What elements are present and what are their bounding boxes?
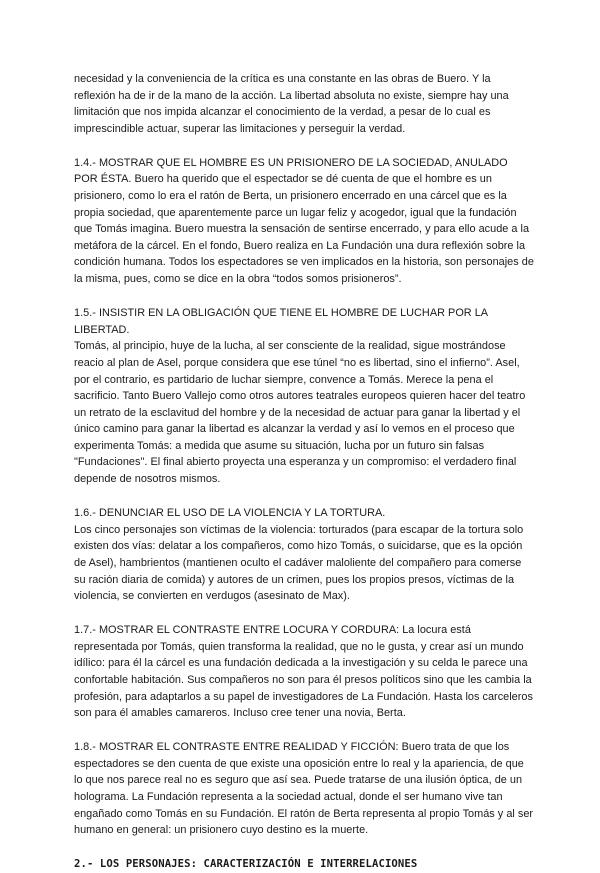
section-title-2: 2.- LOS PERSONAJES: CARACTERIZACIÓN E INTERRELACIONES	[74, 858, 418, 871]
paragraph-1-4	[74, 155, 534, 288]
paragraph-intro: necesidad y la conveniencia de la crítica es una constante en las obras de Buero. Y la reflexión ha de ir de la mano de la acción. La libertad absoluta no existe, siempre hay una limitación que nos impida alcanzar el conocimiento de la verdad, a pesar de lo cual es imprescindible actuar, superar las limitaciones y perseguir la verdad.	[74, 73, 509, 135]
heading-1-8: 1.8.- MOSTRAR EL CONTRASTE ENTRE REALIDAD Y FICCIÓN:	[74, 741, 399, 754]
body-1-4: Buero ha querido que el espectador se dé cuenta de que el hombre es un prisionero, como lo era el ratón de Berta, un prisionero encerrado en una cárcel que es la propia sociedad, que aparentemente parce un lugar feliz y acogedor, igual que la fundación que Tomás imagina. Buero muestra la sensación de sentirse encerrado, y para ello acude a la metáfora de la cárcel. En el fondo, Buero realiza en La Fundación una dura reflexión sobre la condición humana. Todos los espectadores se ven implicados en la historia, son personajes de la misma, pues, como se dice en la obra “todos somos prisioneros”.	[74, 173, 534, 286]
paragraph-1-5	[74, 305, 534, 488]
heading-1-4: 1.4.- MOSTRAR QUE EL HOMBRE ES UN PRISIONERO DE LA SOCIEDAD, ANULADO POR ÉSTA.	[74, 156, 508, 186]
paragraph-1-7	[74, 622, 534, 722]
heading-1-7: 1.7.- MOSTRAR EL CONTRASTE ENTRE LOCURA Y CORDURA:	[74, 624, 400, 637]
paragraph-1-6	[74, 505, 534, 605]
body-1-8: Buero trata de que los espectadores se den cuenta de que existe una oposición entre lo real y la apariencia, de que lo que nos parece real no es seguro que así sea. Puede tratarse de una ilusión óptica, de un holograma. La Fundación representa a la sociedad actual, donde el ser humano vive tan engañado como Tomás en su Fundación. El ratón de Berta representa al propio Tomás y al ser humano en general: un prisionero cuyo destino es la muerte.	[74, 741, 534, 837]
paragraph-1-8	[74, 739, 534, 839]
body-1-6: Los cinco personajes son víctimas de la violencia: torturados (para escapar de la tortura solo existen dos vías: delatar a los compañeros, como hizo Tomás, o suicidarse, que es la opción de Asel), hambrientos (mantienen oculto el cadáver maloliente del compañero para comerse su ración diaria de comida) y autores de un crimen, pues los propios presos, víctimas de la violencia, se convierten en verdugos (asesinato de Max).	[74, 523, 524, 603]
body-1-7: La locura está representada por Tomás, quien transforma la realidad, que no le gusta, y crear así un mundo idílico: para él la cárcel es una fundación dedicada a la investigación y su celda le parece una confortable habitación. Sus compañeros no son para él presos políticos sino que les cambia la profesión, para adaptarlos a su papel de investigadores de La Fundación. Hasta los carceleros son para él amables camareros. Incluso cree tener una novia, Berta.	[74, 624, 533, 720]
heading-1-5: 1.5.- INSISTIR EN LA OBLIGACIÓN QUE TIENE EL HOMBRE DE LUCHAR POR LA LIBERTAD.	[74, 307, 488, 336]
heading-1-6: 1.6.- DENUNCIAR EL USO DE LA VIOLENCIA Y LA TORTURA.	[74, 507, 386, 520]
document-page	[74, 71, 534, 873]
body-1-5: Tomás, al principio, huye de la lucha, al ser consciente de la realidad, sigue mostrándose reacio al plan de Asel, porque considera que ese túnel “no es libertad, sino el infierno”. Asel, por el contrario, es partidario de luchar siempre, convence a Tomás. Merece la pena el sacrificio. Tanto Buero Vallejo como otros autores teatrales europeos quieren hacer del teatro un retrato de la esclavitud del hombre y de la necesidad de actuar para ganar la libertad y el único camino para ganar la libertad es alcanzar la verdad y así lo vemos en el proceso que experimenta Tomás: a medida que asume su situación, lucha por un futuro sin falsas "Fundaciones". El final abierto proyecta una esperanza y un compromiso: el verdadero final depende de nosotros mismos.	[74, 340, 526, 486]
